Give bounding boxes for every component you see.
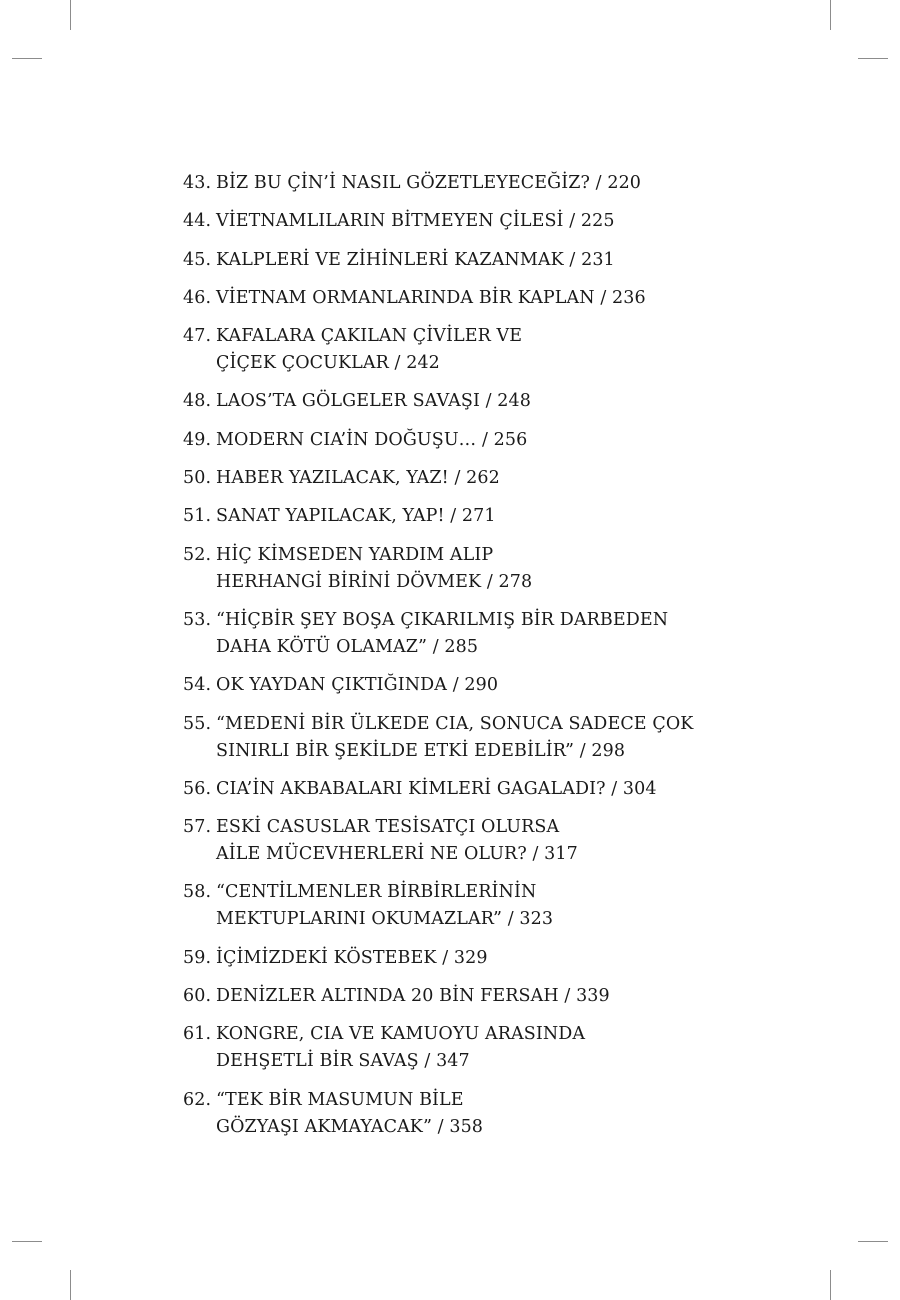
toc-entry-number: 52. [183, 544, 212, 565]
toc-entry-number: 54. [183, 675, 212, 696]
toc-entry [183, 465, 743, 492]
toc-entry-number: 57. [183, 817, 212, 838]
toc-entry-number: 48. [183, 391, 212, 412]
toc-entry-title: “TEK BİR MASUMUN BİLE GÖZYAŞI AKMAYACAK” / 358 [216, 1089, 484, 1137]
crop-mark-top-left-vertical [70, 0, 71, 30]
toc-entry [183, 776, 743, 803]
toc-entry-number: 45. [183, 249, 212, 270]
toc-entry [183, 208, 743, 235]
toc-entry [183, 672, 743, 699]
toc-entry-number: 55. [183, 713, 212, 734]
crop-mark-top-right-vertical [830, 0, 831, 30]
toc-entry-title: “HİÇBİR ŞEY BOŞA ÇIKARILMIŞ BİR DARBEDEN DAHA KÖTÜ OLAMAZ” / 285 [216, 609, 669, 657]
toc-entry [183, 983, 743, 1010]
toc-entry-title: “MEDENİ BİR ÜLKEDE CIA, SONUCA SADECE ÇOK SINIRLI BİR ŞEKİLDE ETKİ EDEBİLİR” / 298 [216, 713, 694, 761]
toc-entry-title: ESKİ CASUSLAR TESİSATÇI OLURSA AİLE MÜCEVHERLERİ NE OLUR? / 317 [216, 817, 578, 865]
toc-entry-number: 50. [183, 468, 212, 489]
toc-entry-title: SANAT YAPILACAK, YAP! / 271 [216, 506, 496, 527]
toc-entry [183, 814, 743, 868]
toc-entry-title: “CENTİLMENLER BİRBİRLERİNİN MEKTUPLARINI OKUMAZLAR” / 323 [216, 882, 554, 930]
toc-entry [183, 1021, 743, 1075]
toc-entry-title: HABER YAZILACAK, YAZ! / 262 [216, 468, 500, 489]
toc-entry-title: VİETNAMLILARIN BİTMEYEN ÇİLESİ / 225 [216, 211, 615, 232]
crop-mark-bottom-right-vertical [830, 1270, 831, 1300]
toc-entry-title: VİETNAM ORMANLARINDA BİR KAPLAN / 236 [216, 287, 646, 308]
crop-mark-top-left-horizontal [12, 58, 42, 59]
toc-entry-number: 53. [183, 609, 212, 630]
toc-entry [183, 247, 743, 274]
toc-entry [183, 285, 743, 312]
toc-entry-title: KALPLERİ VE ZİHİNLERİ KAZANMAK / 231 [216, 249, 615, 270]
toc-entry-number: 56. [183, 778, 212, 799]
toc-entry [183, 170, 743, 197]
toc-entry [183, 711, 743, 765]
toc-entry-number: 62. [183, 1089, 212, 1110]
crop-mark-bottom-right-horizontal [858, 1241, 888, 1242]
toc-entry-number: 61. [183, 1024, 212, 1045]
toc-entry-title: LAOS’TA GÖLGELER SAVAŞI / 248 [216, 391, 531, 412]
toc-entry-title: BİZ BU ÇİN’İ NASIL GÖZETLEYECEĞİZ? / 220 [216, 173, 642, 193]
table-of-contents [183, 170, 743, 1152]
toc-entry-title: OK YAYDAN ÇIKTIĞINDA / 290 [216, 675, 499, 696]
toc-entry [183, 323, 743, 377]
toc-entry-title: HİÇ KİMSEDEN YARDIM ALIP HERHANGİ BİRİNİ DÖVMEK / 278 [216, 544, 533, 592]
toc-entry-title: CIA’İN AKBABALARI KİMLERİ GAGALADI? / 304 [216, 778, 657, 799]
toc-entry-title: MODERN CIA’İN DOĞUŞU… / 256 [216, 429, 528, 450]
crop-mark-bottom-left-vertical [70, 1270, 71, 1300]
toc-entry [183, 388, 743, 415]
toc-entry-title: DENİZLER ALTINDA 20 BİN FERSAH / 339 [216, 986, 610, 1007]
toc-entry-title: KAFALARA ÇAKILAN ÇİVİLER VE ÇİÇEK ÇOCUKLAR / 242 [216, 326, 523, 374]
toc-entry-number: 59. [183, 947, 212, 968]
crop-mark-bottom-left-horizontal [12, 1241, 42, 1242]
toc-entry [183, 607, 743, 661]
toc-entry-title: KONGRE, CIA VE KAMUOYU ARASINDA DEHŞETLİ BİR SAVAŞ / 347 [216, 1024, 586, 1072]
toc-entry-number: 46. [183, 287, 212, 308]
toc-entry [183, 879, 743, 933]
toc-entry-number: 51. [183, 506, 212, 527]
toc-entry [183, 542, 743, 596]
toc-entry [183, 1087, 743, 1141]
toc-entry-number: 44. [183, 211, 212, 232]
toc-entry [183, 427, 743, 454]
toc-entry-number: 58. [183, 882, 212, 903]
toc-entry-title: İÇİMİZDEKİ KÖSTEBEK / 329 [216, 947, 488, 968]
crop-mark-top-right-horizontal [858, 58, 888, 59]
toc-entry [183, 503, 743, 530]
toc-entry-number: 43. [183, 173, 212, 193]
toc-entry-number: 47. [183, 326, 212, 347]
toc-entry-number: 60. [183, 986, 212, 1007]
toc-entry [183, 945, 743, 972]
toc-entry-number: 49. [183, 429, 212, 450]
